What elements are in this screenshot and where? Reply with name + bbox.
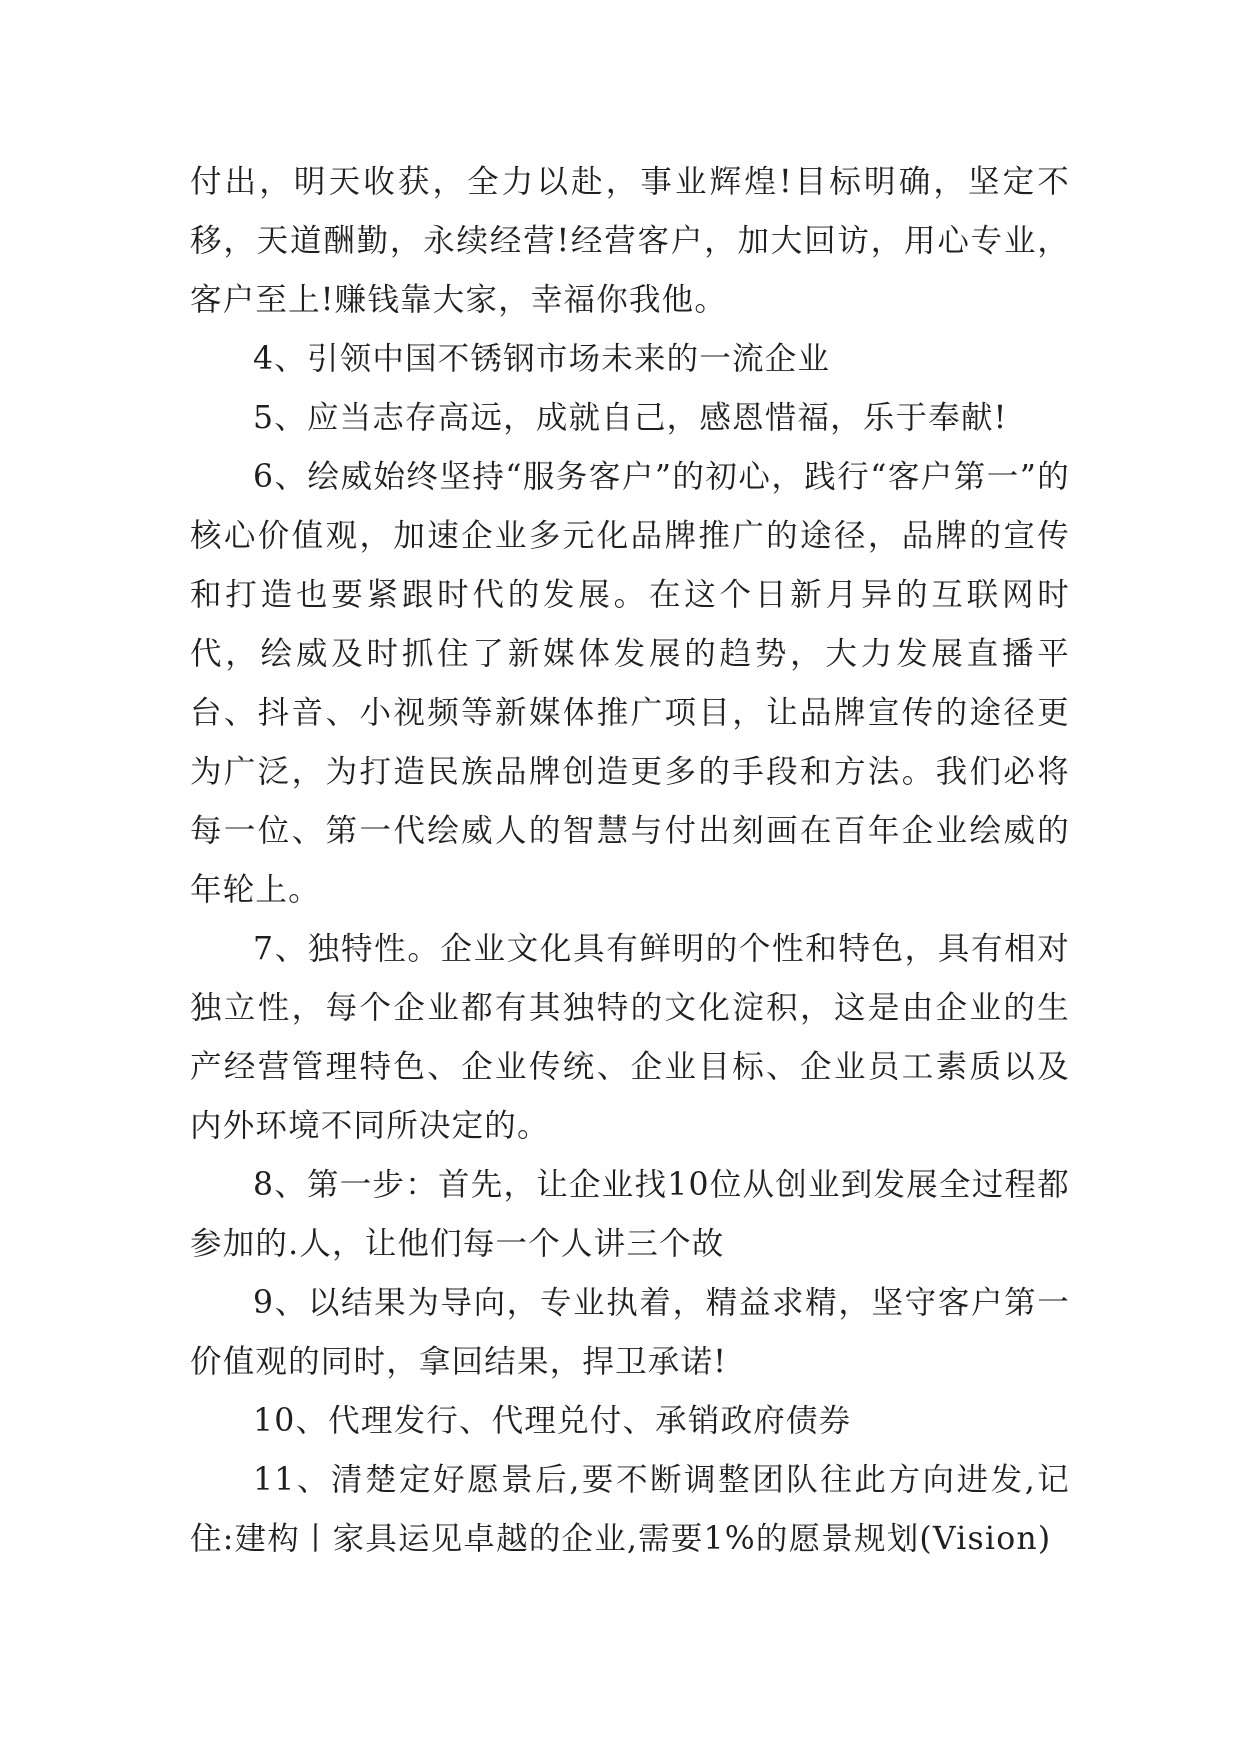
paragraph-5: 7、独特性。企业文化具有鲜明的个性和特色，具有相对独立性，每个企业都有其独特的文化淀积，这是由企业的生产经营管理特色、企业传统、企业目标、企业员工素质以及内外环境不同所决定的。 [190,931,1070,1144]
paragraph-2: 4、引领中国不锈钢市场未来的一流企业 [253,341,831,377]
document-page [190,153,1070,1569]
paragraph-7: 9、以结果为导向，专业执着，精益求精，坚守客户第一价值观的同时，拿回结果，捍卫承诺! [190,1285,1070,1380]
paragraph-1: 付出，明天收获，全力以赴，事业辉煌!目标明确，坚定不移，天道酬勤，永续经营!经营客户，加大回访，用心专业，客户至上!赚钱靠大家，幸福你我他。 [190,164,1070,318]
paragraph-4: 6、绘威始终坚持“服务客户”的初心，践行“客户第一”的核心价值观，加速企业多元化品牌推广的途径，品牌的宣传和打造也要紧跟时代的发展。在这个日新月异的互联网时代，绘威及时抓住了新媒体发展的趋势，大力发展直播平台、抖音、小视频等新媒体推广项目，让品牌宣传的途径更为广泛，为打造民族品牌创造更多的手段和方法。我们必将每一位、第一代绘威人的智慧与付出刻画在百年企业绘威的年轮上。 [190,459,1070,908]
paragraph-8: 10、代理发行、代理兑付、承销政府债券 [253,1403,852,1439]
paragraph-3: 5、应当志存高远，成就自己，感恩惜福，乐于奉献! [253,400,1008,436]
paragraph-9: 11、清楚定好愿景后,要不断调整团队往此方向进发,记住:建构丨家具运见卓越的企业,需要1%的愿景规划(Vision) [190,1462,1070,1557]
paragraph-6: 8、第一步：首先，让企业找10位从创业到发展全过程都参加的.人，让他们每一个人讲三个故 [190,1167,1070,1262]
